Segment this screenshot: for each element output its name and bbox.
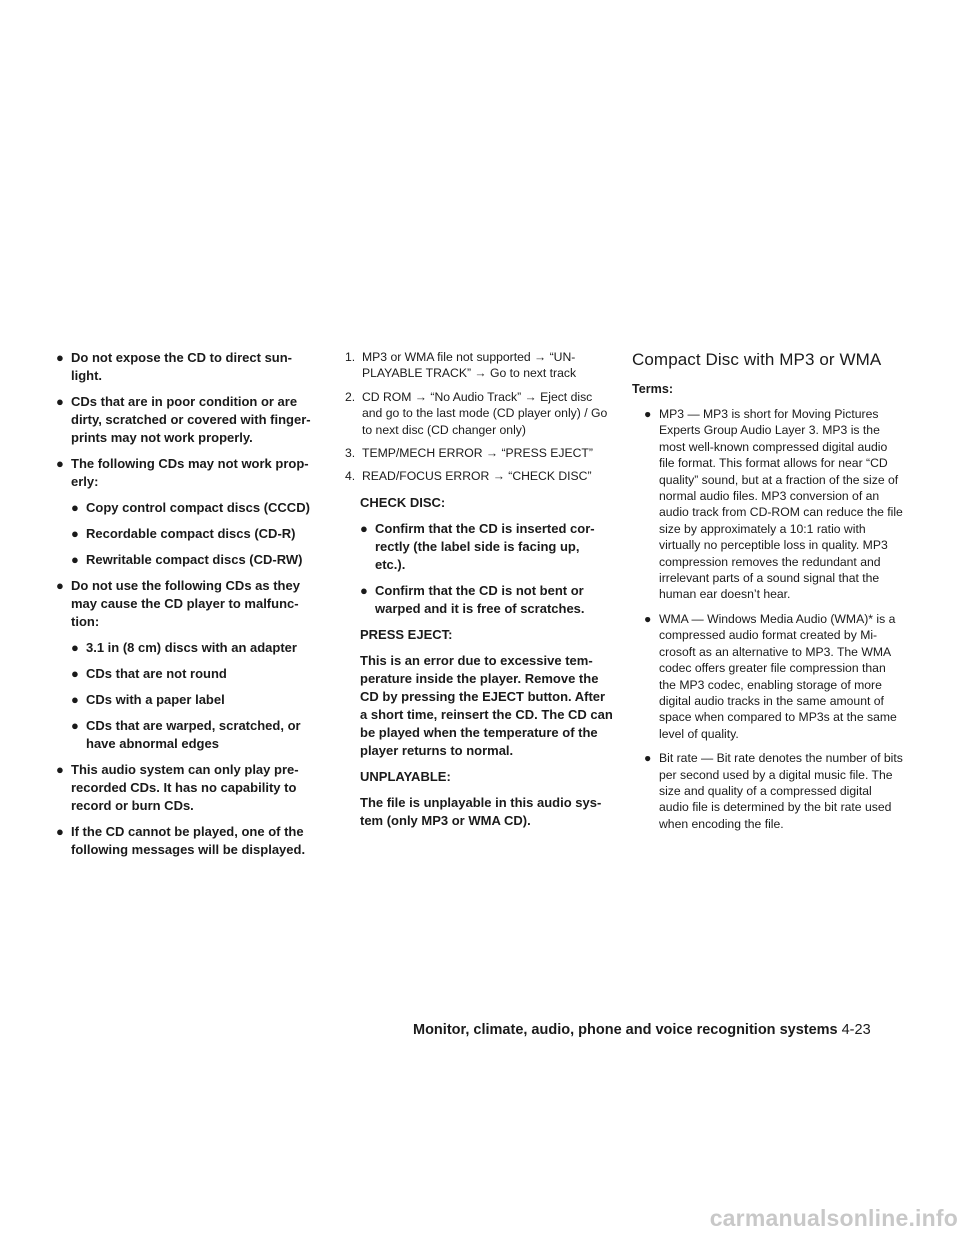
item-text: CDs that are not round	[86, 666, 227, 681]
bullet-icon: ●	[71, 552, 79, 567]
check-disc-heading: CHECK DISC:	[360, 494, 446, 510]
numbered-item	[345, 389, 613, 438]
bullet-icon: ●	[644, 751, 652, 766]
list-item	[644, 611, 904, 742]
list-item	[56, 349, 322, 385]
list-item	[56, 577, 322, 631]
footer-title: Monitor, climate, audio, phone and voice recognition systems	[413, 1022, 838, 1038]
list-item	[56, 761, 322, 815]
watermark: carmanualsonline.info	[709, 1205, 958, 1231]
sub-list	[71, 639, 322, 753]
term-bit-rate: Bit rate — Bit rate denotes the number of bits per second used by a digital music file. The size and quality of a compressed digital audio file is determined by the bit rate used when encoding the file.	[659, 751, 903, 831]
item-text: Confirm that the CD is not bent or warped and it is free of scratches.	[375, 582, 585, 616]
bullet-icon: ●	[644, 611, 652, 626]
bullet-icon: ●	[644, 407, 652, 421]
bullet-icon: ●	[56, 350, 64, 365]
list-item	[71, 639, 322, 657]
bullet-icon: ●	[56, 824, 64, 839]
bullet-icon: ●	[71, 692, 79, 707]
item-text: Rewritable compact discs (CD-RW)	[86, 552, 303, 567]
page-footer	[413, 1020, 905, 1040]
list-item	[56, 455, 322, 491]
bullet-icon: ●	[56, 578, 64, 593]
numbered-item	[345, 468, 613, 484]
item-text: Do not use the following CDs as they may cause the CD player to malfunc-tion:	[71, 578, 300, 629]
column-right	[632, 349, 904, 840]
unplayable-text: The file is unplayable in this audio sys-tem (only MP3 or WMA CD).	[360, 794, 602, 828]
list-item	[71, 551, 322, 569]
unplayable-heading: UNPLAYABLE:	[360, 768, 451, 784]
item-text: Confirm that the CD is inserted cor-rectly (the label side is facing up, etc.).	[375, 520, 595, 572]
bullet-icon: ●	[56, 394, 64, 409]
list-item	[644, 750, 904, 832]
list-item	[71, 499, 322, 517]
item-text: READ/FOCUS ERROR → “CHECK DISC”	[362, 469, 592, 484]
numbered-item	[345, 445, 613, 461]
column-left	[56, 349, 322, 867]
numbered-item	[345, 349, 613, 382]
bullet-icon: ●	[360, 520, 368, 536]
list-item	[71, 717, 322, 753]
item-text: MP3 or WMA file not supported → “UN-PLAYABLE TRACK” → Go to next track	[362, 350, 577, 381]
item-text: Do not expose the CD to direct sun-light.	[71, 350, 293, 383]
section-heading: Compact Disc with MP3 or WMA	[632, 350, 882, 369]
terms-label: Terms:	[632, 382, 674, 396]
press-eject-heading: PRESS EJECT:	[360, 626, 453, 642]
list-item	[56, 823, 322, 859]
list-item	[71, 691, 322, 709]
item-text: TEMP/MECH ERROR → “PRESS EJECT”	[362, 446, 593, 461]
column-middle	[345, 349, 613, 838]
sub-list	[71, 499, 322, 569]
item-number: 4.	[345, 469, 356, 484]
item-number: 1.	[345, 350, 356, 364]
item-number: 3.	[345, 446, 356, 461]
item-text: CD ROM → “No Audio Track” → Eject disc and go to the last mode (CD player only) / Go to next disc (CD changer only)	[362, 389, 608, 437]
bullet-icon: ●	[71, 640, 79, 655]
press-eject-text: This is an error due to excessive tem-perature inside the player. Remove the CD by pressing the EJECT button. After a short time, reinsert the CD. The CD can be played when the temperature of the player returns to normal.	[360, 652, 613, 758]
item-text: Recordable compact discs (CD-R)	[86, 526, 296, 541]
bullet-icon: ●	[71, 666, 79, 681]
bullet-icon: ●	[71, 718, 79, 733]
bullet-icon: ●	[71, 526, 79, 541]
bullet-icon: ●	[56, 762, 64, 777]
page-number: 4-23	[841, 1022, 871, 1038]
bullet-icon: ●	[360, 582, 368, 598]
list-item	[71, 665, 322, 683]
list-item	[360, 520, 611, 574]
term-wma: WMA — Windows Media Audio (WMA)* is a compressed audio format created by Mi-crosoft as an alternative to MP3. The WMA codec offers greater file compression than the MP3 codec, enabling storage of more digital audio tracks in the same amount of space when compared to MP3s at the same level of quality.	[659, 611, 897, 741]
item-text: If the CD cannot be played, one of the following messages will be displayed.	[71, 824, 306, 857]
item-text: CDs that are in poor condition or are dirty, scratched or covered with finger-prints may not work properly.	[71, 394, 311, 445]
list-item	[644, 406, 904, 603]
list-item	[360, 582, 611, 618]
item-text: This audio system can only play pre-recorded CDs. It has no capability to record or burn CDs.	[71, 762, 299, 813]
item-text: CDs that are warped, scratched, or have abnormal edges	[86, 718, 301, 751]
list-item	[71, 525, 322, 543]
item-text: 3.1 in (8 cm) discs with an adapter	[86, 640, 297, 655]
bullet-icon: ●	[56, 456, 64, 471]
item-text: The following CDs may not work prop-erly:	[71, 456, 309, 489]
item-number: 2.	[345, 389, 356, 404]
term-mp3: MP3 — MP3 is short for Moving Pictures Experts Group Audio Layer 3. MP3 is the most well-known compressed digital audio file format. This format allows for near “CD quality” sound, but at a fraction of the size of normal audio files. MP3 conversion of an audio track from CD-ROM can reduce the file size by approximately a 10:1 ratio with virtually no perceptible loss in quality. MP3 compression removes the redundant and irrelevant parts of a sound signal that the human ear doesn’t hear.	[659, 407, 903, 602]
bullet-icon: ●	[71, 500, 79, 515]
list-item	[56, 393, 322, 447]
check-disc-list	[360, 520, 611, 618]
item-text: Copy control compact discs (CCCD)	[86, 500, 310, 515]
item-text: CDs with a paper label	[86, 692, 225, 707]
